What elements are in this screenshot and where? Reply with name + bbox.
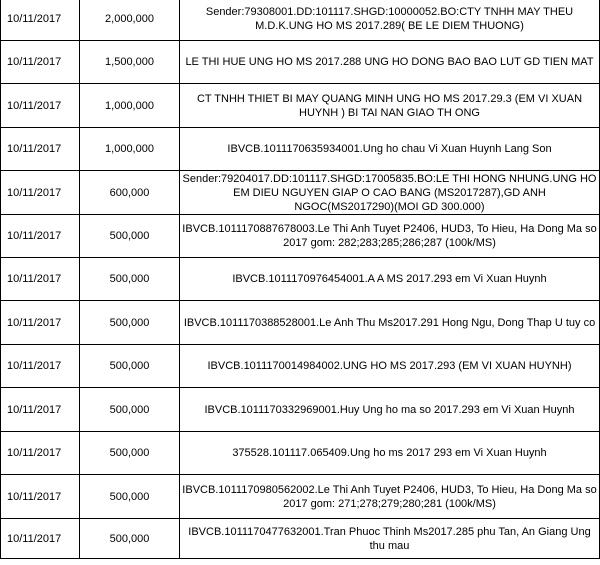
description-text: LE THI HUE UNG HO MS 2017.288 UNG HO DONG BAO BAO LUT GD TIEN MAT [185, 56, 594, 68]
date-cell: 10/11/2017 [1, 301, 80, 345]
description-text: IBVCB.1011170635934001.Ung ho chau Vi Xuan Huynh Lang Son [227, 143, 552, 155]
amount-cell: 1,000,000 [80, 84, 180, 128]
description-cell [180, 171, 600, 215]
date-cell: 10/11/2017 [1, 128, 80, 171]
amount-cell: 500,000 [80, 388, 180, 432]
description-cell [180, 258, 600, 301]
description-text: IBVCB.1011170976454001.A A MS 2017.293 em Vi Xuan Huynh [232, 273, 547, 285]
description-text: IBVCB.1011170388528001.Le Anh Thu Ms2017.291 Hong Ngu, Dong Thap U tuy co [183, 316, 596, 329]
description-cell [180, 128, 600, 171]
table-row [1, 388, 600, 432]
date-cell: 10/11/2017 [1, 432, 80, 475]
date-cell: 10/11/2017 [1, 388, 80, 432]
description-text: IBVCB.1011170332969001.Huy Ung ho ma so 2017.293 em Vi Xuan Huynh [204, 403, 575, 416]
description-cell [180, 388, 600, 432]
amount-cell: 1,500,000 [80, 41, 180, 84]
date-cell: 10/11/2017 [1, 215, 80, 258]
amount-cell: 500,000 [80, 215, 180, 258]
amount-cell: 500,000 [80, 345, 180, 388]
description-cell [180, 215, 600, 258]
description-text: IBVCB.1011170980562002.Le Thi Anh Tuyet P2406, HUD3, To Hieu, Ha Dong Ma so 2017 gom: 271;278;279;280;281 (100k/MS) [182, 483, 597, 510]
date-cell: 10/11/2017 [1, 519, 80, 559]
table-row [1, 345, 600, 388]
description-cell [180, 301, 600, 345]
amount-cell: 600,000 [80, 171, 180, 215]
description-cell [180, 41, 600, 84]
table-row [1, 171, 600, 215]
description-cell [180, 475, 600, 519]
description-text: CT TNHH THIET BI MAY QUANG MINH UNG HO MS 2017.29.3 (EM VI XUAN HUYNH ) BI TAI NAN GIAO TH ONG [196, 92, 583, 119]
description-cell [180, 0, 600, 41]
amount-cell: 1,000,000 [80, 128, 180, 171]
description-cell [180, 519, 600, 559]
description-cell [180, 432, 600, 475]
description-text: IBVCB.1011170014984002.UNG HO MS 2017.293 (EM VI XUAN HUYNH) [207, 360, 572, 372]
amount-cell: 500,000 [80, 301, 180, 345]
description-text: 375528.101117.065409.Ung ho ms 2017 293 em Vi Xuan Huynh [232, 447, 547, 459]
date-cell: 10/11/2017 [1, 84, 80, 128]
description-text: IBVCB.1011170887678003.Le Thi Anh Tuyet P2406, HUD3, To Hieu, Ha Dong Ma so 2017 gom: 282;283;285;286;287 (100k/MS) [182, 223, 597, 249]
amount-cell: 2,000,000 [80, 0, 180, 41]
amount-cell: 500,000 [80, 258, 180, 301]
table-row [1, 475, 600, 519]
table-row [1, 519, 600, 559]
description-cell [180, 84, 600, 128]
description-text: Sender:79204017.DD:101117.SHGD:17005835.BO:LE THI HONG NHUNG.UNG HO EM DIEU NGUYEN GIAP O CAO BANG (MS2017287),GD ANH NGOC(MS2017290)(MOI GD 300.000) [182, 172, 597, 213]
table-row [1, 258, 600, 301]
table-row [1, 432, 600, 475]
table-row [1, 0, 600, 41]
date-cell: 10/11/2017 [1, 171, 80, 215]
date-cell: 10/11/2017 [1, 475, 80, 519]
table-row [1, 215, 600, 258]
table-row [1, 301, 600, 345]
date-cell: 10/11/2017 [1, 258, 80, 301]
date-cell: 10/11/2017 [1, 0, 80, 41]
description-text: Sender:79308001.DD:101117.SHGD:10000052.BO:CTY TNHH MAY THEU M.D.K.UNG HO MS 2017.289( BE LE DIEM THUONG) [205, 5, 574, 32]
table-row [1, 41, 600, 84]
amount-cell: 500,000 [80, 475, 180, 519]
amount-cell: 500,000 [80, 432, 180, 475]
date-cell: 10/11/2017 [1, 345, 80, 388]
description-cell [180, 345, 600, 388]
description-text: IBVCB.1011170477632001.Tran Phuoc Thinh Ms2017.285 phu Tan, An Giang Ung thu mau [188, 525, 591, 552]
date-cell: 10/11/2017 [1, 41, 80, 84]
table-row [1, 84, 600, 128]
amount-cell: 500,000 [80, 519, 180, 559]
table-row [1, 128, 600, 171]
